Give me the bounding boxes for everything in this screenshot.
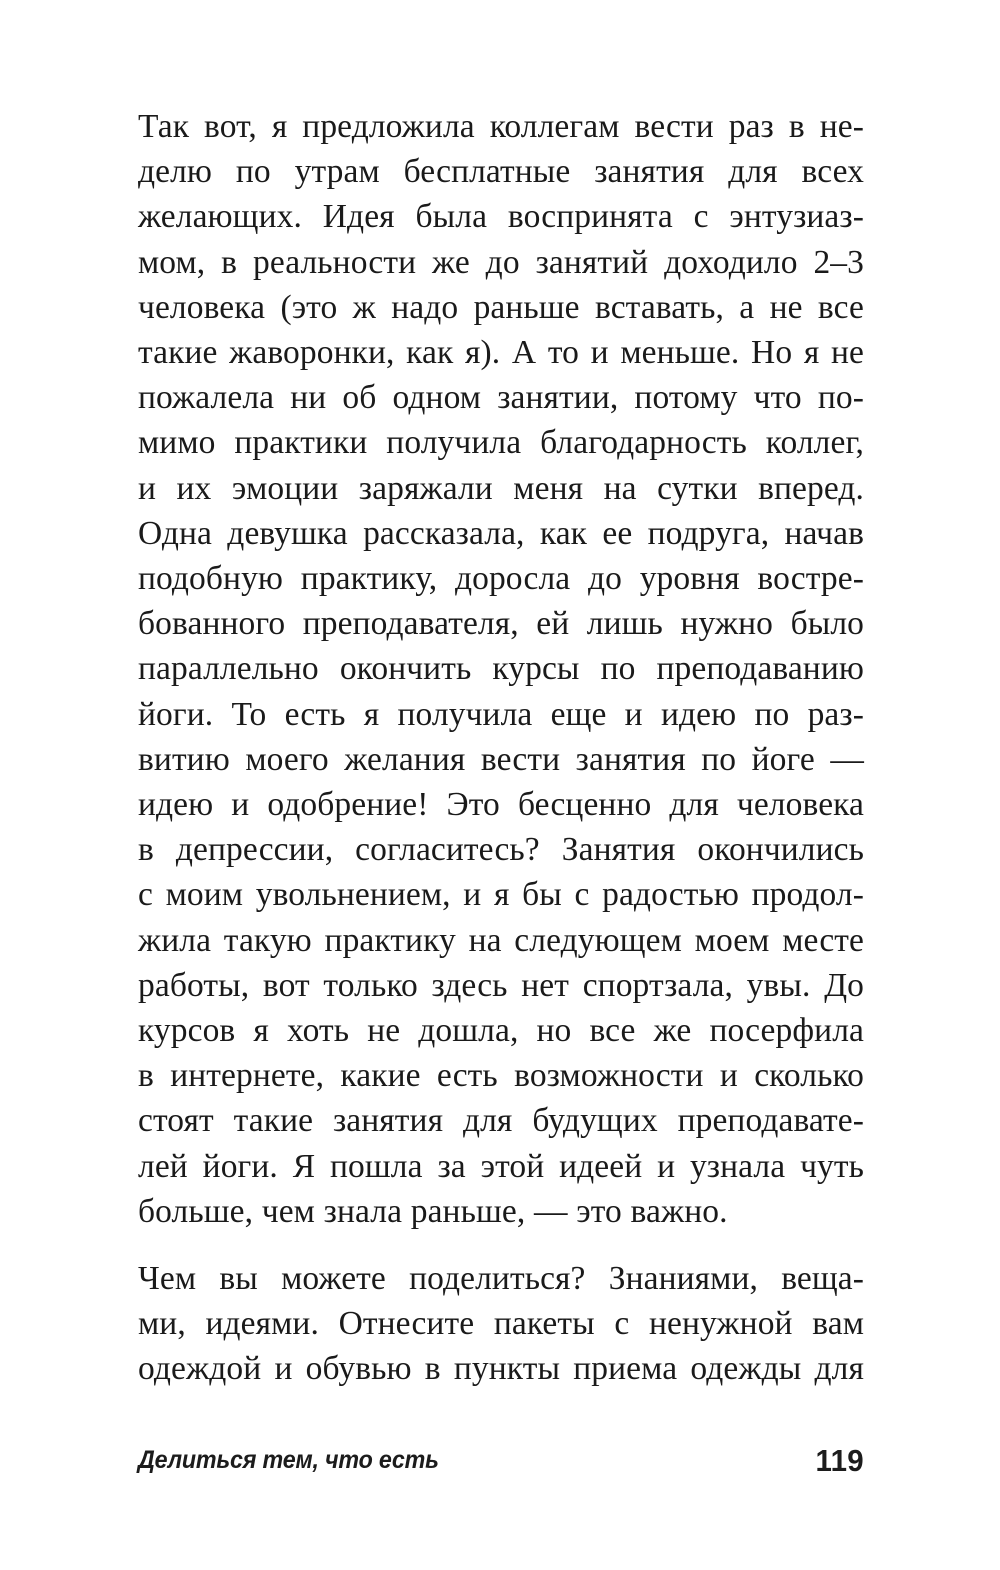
text-line: в депрессии, согласитесь? Занятия окончились — [138, 831, 864, 869]
text-line: Чем вы можете поделиться? Знаниями, веща- — [138, 1260, 864, 1298]
text-line: параллельно окончить курсы по преподаванию — [138, 650, 864, 688]
text-line: делю по утрам бесплатные занятия для всех — [138, 153, 864, 191]
text-line: витию моего желания вести занятия по йоге — — [138, 740, 864, 778]
text-line: желающих. Идея была воспринята с энтузиаз- — [138, 198, 864, 236]
text-line: пожалела ни об одном занятии, потому что по- — [138, 379, 864, 417]
running-head: Делиться тем, что есть — [138, 1446, 439, 1474]
paragraph-2 — [138, 1256, 864, 1392]
text-line: курсов я хоть не дошла, но все же посерфила — [138, 1012, 864, 1050]
text-line: человека (это ж надо раньше вставать, а не все — [138, 288, 864, 326]
text-line: одеждой и обувью в пункты приема одежды для — [138, 1350, 864, 1388]
text-line: йоги. То есть я получила еще и идею по раз- — [138, 695, 864, 733]
text-line: подобную практику, доросла до уровня востре- — [138, 560, 864, 598]
text-line: такие жаворонки, как я). А то и меньше. Но я не — [138, 334, 864, 372]
text-line: мимо практики получила благодарность коллег, — [138, 424, 864, 462]
text-line: жила такую практику на следующем моем месте — [138, 921, 864, 959]
text-line: бованного преподавателя, ей лишь нужно было — [138, 605, 864, 643]
text-line: стоят такие занятия для будущих преподавате- — [138, 1102, 864, 1140]
text-line: ми, идеями. Отнесите пакеты с ненужной вам — [138, 1305, 864, 1343]
text-line: в интернете, какие есть возможности и сколько — [138, 1057, 864, 1095]
text-line: больше, чем знала раньше, — это важно. — [138, 1192, 728, 1230]
text-line: мом, в реальности же до занятий доходило 2–3 — [138, 243, 864, 281]
page-number: 119 — [815, 1443, 864, 1478]
text-line: лей йоги. Я пошла за этой идеей и узнала чуть — [138, 1147, 864, 1185]
text-line: Одна девушка рассказала, как ее подруга, начав — [138, 514, 864, 552]
body-text-column — [138, 104, 864, 1392]
text-line: работы, вот только здесь нет спортзала, увы. До — [138, 966, 864, 1004]
page-footer — [138, 1443, 864, 1486]
paragraph-1 — [138, 104, 864, 1234]
text-line: Так вот, я предложила коллегам вести раз в не- — [138, 108, 864, 145]
text-line: с моим увольнением, и я бы с радостью продол- — [138, 876, 864, 914]
text-line: идею и одобрение! Это бесценно для человека — [138, 786, 864, 824]
text-line: и их эмоции заряжали меня на сутки вперед. — [138, 469, 864, 507]
